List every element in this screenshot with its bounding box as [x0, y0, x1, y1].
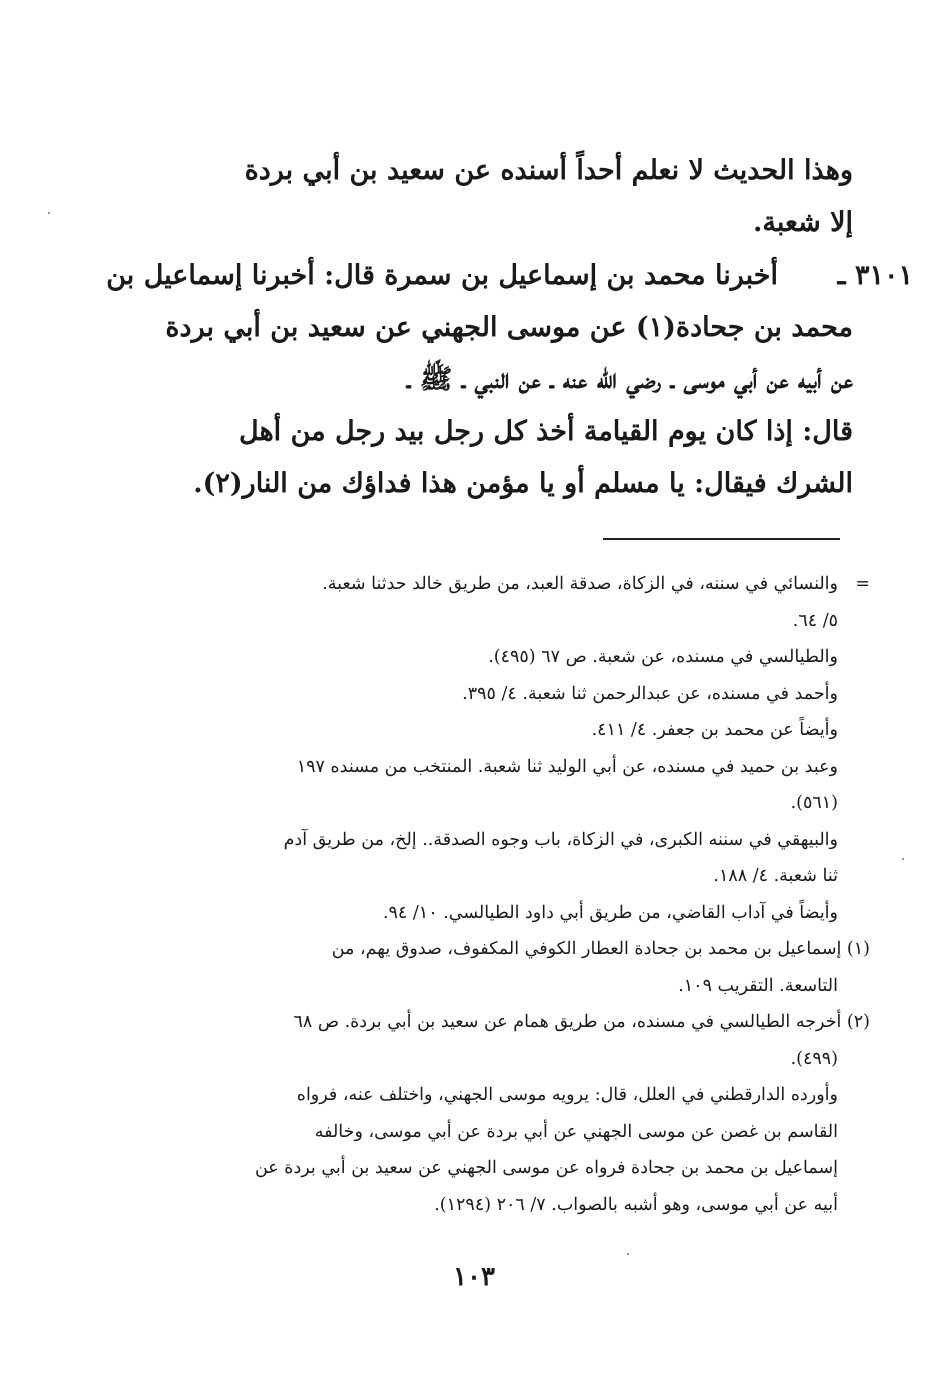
- footnote-line: التاسعة. التقريب ١٠٩.: [678, 975, 838, 996]
- footnotes: [138, 566, 870, 1223]
- footnote-line: وأيضاً عن محمد بن جعفر. ٤/ ٤١١.: [591, 720, 838, 740]
- footnote-line: [138, 566, 870, 603]
- footnote-line: والبيهقي في سننه الكبرى، في الزكاة، باب وجوه الصدقة.. إلخ، من طريق آدم: [283, 829, 838, 850]
- footnote-line: ٥/ ٦٤.: [792, 610, 838, 631]
- hadith-line: محمد بن جحادة(١) عن موسى الجهني عن سعيد بن أبي بردة: [165, 312, 853, 343]
- footnote-2-line: (٢) أخرجه الطيالسي في مسنده، من طريق همام عن سعيد بن أبي بردة. ص ٦٨: [293, 1012, 870, 1032]
- hadith-line: قال: إذا كان يوم القيامة أخذ كل رجل بيد رجل من أهل: [239, 416, 853, 447]
- footnote-line: (٤٩٩).: [790, 1048, 838, 1069]
- hadith-paragraph: [106, 250, 913, 510]
- hadith-line: الشرك فيقال: يا مسلم أو يا مؤمن هذا فداؤك من النار(٢).: [193, 468, 853, 499]
- scan-speck: [902, 858, 904, 860]
- scan-speck: [48, 212, 50, 214]
- scan-speck: [627, 1253, 629, 1255]
- footnote-line: والطيالسي في مسنده، عن شعبة. ص ٦٧ (٤٩٥).: [488, 647, 838, 667]
- footnote-1-line: (١) إسماعيل بن محمد بن جحادة العطار الكوفي المكفوف، صدوق يهم، من: [331, 939, 870, 959]
- intro-line: وهذا الحديث لا نعلم أحداً أسنده عن سعيد بن أبي بردة: [244, 155, 853, 186]
- footnote-line: ثنا شعبة. ٤/ ١٨٨.: [713, 866, 838, 886]
- intro-paragraph: [153, 145, 853, 249]
- footnote-line: القاسم بن غصن عن موسى الجهني عن أبي بردة عن أبي موسى، وخالفه: [314, 1121, 838, 1142]
- footnote-line: (٥٦١).: [790, 793, 838, 813]
- hadith-line: عن أبيه عن أبي موسى ـ رضي الله عنه ـ عن النبي ـ ﷺ ـ: [406, 364, 853, 395]
- intro-line: إلا شعبة.: [753, 207, 853, 238]
- footnote-separator: [603, 538, 840, 540]
- hadith-line: أخبرنا محمد بن إسماعيل بن سمرة قال: أخبرنا إسماعيل بن: [106, 260, 778, 291]
- footnote-line: وأيضاً في آداب القاضي، من طريق أبي داود الطيالسي. ١٠/ ٩٤.: [382, 902, 838, 923]
- footnote-line: وأورده الدارقطني في العلل، قال: يرويه موسى الجهني، واختلف عنه، فرواه: [296, 1085, 838, 1105]
- footnote-line: وعبد بن حميد في مسنده، عن أبي الوليد ثنا شعبة. المنتخب من مسنده ١٩٧: [296, 756, 838, 777]
- footnote-line: أبيه عن أبي موسى، وهو أشبه بالصواب. ٧/ ٢٠٦ (١٢٩٤).: [434, 1194, 838, 1215]
- footnote-line: وأحمد في مسنده، عن عبدالرحمن ثنا شعبة. ٤/ ٣٩٥.: [462, 683, 838, 704]
- page-number: ١٠٣: [453, 1262, 495, 1292]
- continuation-mark: =: [855, 574, 870, 594]
- hadith-number: ٣١٠١ ـ: [837, 260, 913, 291]
- footnote-text: والنسائي في سننه، في الزكاة، صدقة العبد، من طريق خالد حدثنا شعبة.: [322, 574, 838, 594]
- footnote-line: إسماعيل بن محمد بن جحادة فرواه عن موسى الجهني عن سعيد بن أبي بردة عن: [254, 1158, 838, 1178]
